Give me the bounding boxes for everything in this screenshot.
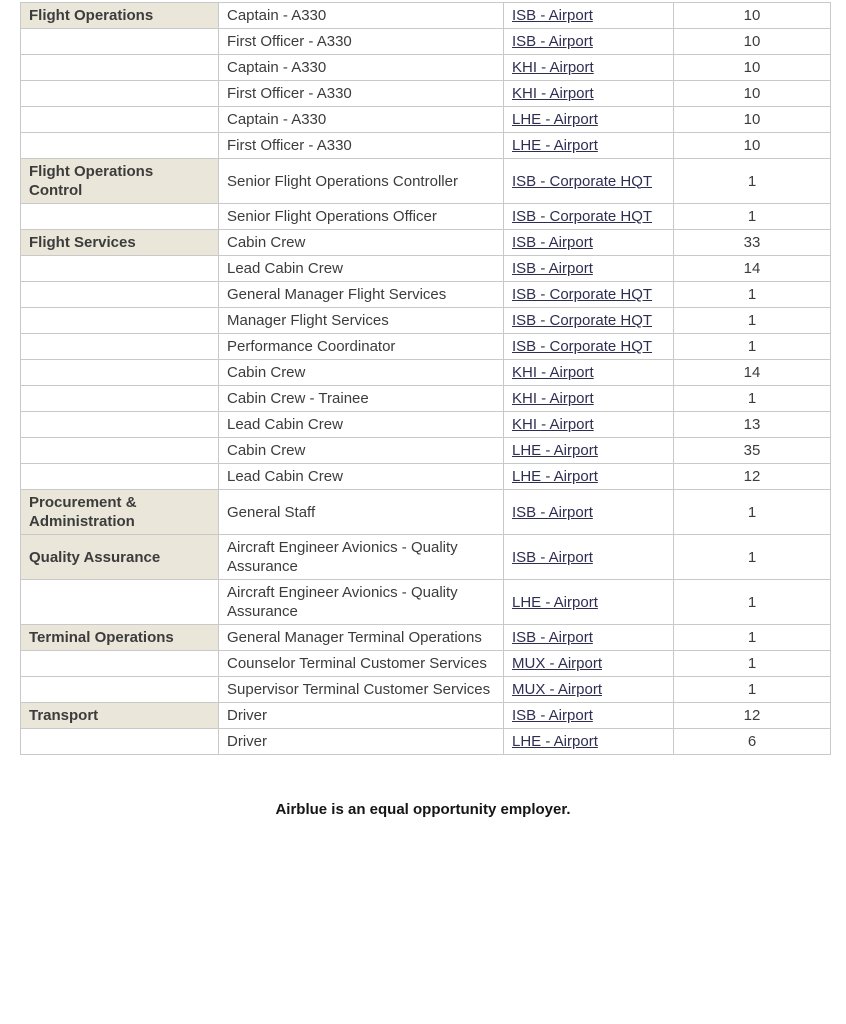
position-cell: Cabin Crew <box>219 230 504 256</box>
location-link[interactable]: LHE - Airport <box>512 733 598 750</box>
count-cell: 33 <box>674 230 831 256</box>
location-link[interactable]: ISB - Corporate HQT <box>512 286 653 303</box>
location-link[interactable]: ISB - Corporate HQT <box>512 312 653 329</box>
table-row <box>21 729 831 755</box>
department-cell: Flight Operations <box>21 3 219 29</box>
position-cell: Captain - A330 <box>219 3 504 29</box>
location-link[interactable]: ISB - Airport <box>512 503 593 521</box>
count-cell: 1 <box>674 651 831 677</box>
table-row <box>21 230 831 256</box>
location-link[interactable]: LHE - Airport <box>512 137 598 154</box>
position-cell: Senior Flight Operations Officer <box>219 204 504 230</box>
table-row <box>21 81 831 107</box>
location-link[interactable]: ISB - Airport <box>512 260 593 277</box>
table-row <box>21 360 831 386</box>
position-cell: General Manager Terminal Operations <box>219 625 504 651</box>
location-cell <box>504 625 674 651</box>
table-row <box>21 677 831 703</box>
position-cell: Manager Flight Services <box>219 308 504 334</box>
equal-opportunity-note: Airblue is an equal opportunity employer. <box>275 801 571 818</box>
table-row <box>21 3 831 29</box>
department-cell <box>21 464 219 490</box>
table-row <box>21 386 831 412</box>
position-cell: Performance Coordinator <box>219 334 504 360</box>
department-cell <box>21 256 219 282</box>
department-cell <box>21 438 219 464</box>
location-cell <box>504 703 674 729</box>
table-row <box>21 625 831 651</box>
location-link[interactable]: ISB - Airport <box>512 707 593 724</box>
count-cell: 10 <box>674 55 831 81</box>
position-cell: Aircraft Engineer Avionics - Quality Assurance <box>219 580 504 625</box>
table-row <box>21 438 831 464</box>
count-cell: 13 <box>674 412 831 438</box>
location-cell <box>504 29 674 55</box>
position-cell: Lead Cabin Crew <box>219 412 504 438</box>
department-cell: Terminal Operations <box>21 625 219 651</box>
location-cell <box>504 308 674 334</box>
count-cell: 1 <box>674 334 831 360</box>
location-link[interactable]: KHI - Airport <box>512 59 594 76</box>
location-cell <box>504 580 674 625</box>
department-cell: Transport <box>21 703 219 729</box>
location-cell <box>504 729 674 755</box>
location-cell <box>504 107 674 133</box>
count-cell: 1 <box>674 386 831 412</box>
location-cell <box>504 438 674 464</box>
location-link[interactable]: KHI - Airport <box>512 416 594 433</box>
table-row <box>21 55 831 81</box>
table-row <box>21 282 831 308</box>
position-cell: General Manager Flight Services <box>219 282 504 308</box>
position-cell: Supervisor Terminal Customer Services <box>219 677 504 703</box>
table-row <box>21 412 831 438</box>
table-row <box>21 133 831 159</box>
department-cell <box>21 334 219 360</box>
location-link[interactable]: LHE - Airport <box>512 442 598 459</box>
location-cell <box>504 159 674 204</box>
location-link[interactable]: ISB - Airport <box>512 234 593 251</box>
department-cell <box>21 55 219 81</box>
location-cell <box>504 360 674 386</box>
count-cell: 1 <box>674 625 831 651</box>
table-row <box>21 308 831 334</box>
department-cell <box>21 651 219 677</box>
position-cell: General Staff <box>219 490 504 535</box>
location-cell <box>504 81 674 107</box>
table-row <box>21 334 831 360</box>
position-cell: Senior Flight Operations Controller <box>219 159 504 204</box>
location-link[interactable]: LHE - Airport <box>512 111 598 128</box>
table-row <box>21 703 831 729</box>
count-cell: 14 <box>674 360 831 386</box>
location-cell <box>504 55 674 81</box>
count-cell: 1 <box>674 204 831 230</box>
position-cell: Captain - A330 <box>219 107 504 133</box>
location-link[interactable]: ISB - Airport <box>512 629 593 646</box>
count-cell: 12 <box>674 464 831 490</box>
location-cell <box>504 386 674 412</box>
position-cell: Cabin Crew <box>219 360 504 386</box>
location-link[interactable]: KHI - Airport <box>512 85 594 102</box>
location-cell <box>504 230 674 256</box>
count-cell: 35 <box>674 438 831 464</box>
position-cell: Driver <box>219 729 504 755</box>
table-row <box>21 204 831 230</box>
department-cell: Flight Services <box>21 230 219 256</box>
department-cell <box>21 81 219 107</box>
location-link[interactable]: KHI - Airport <box>512 390 594 407</box>
location-link[interactable]: KHI - Airport <box>512 364 594 381</box>
location-cell <box>504 535 674 580</box>
position-cell: Counselor Terminal Customer Services <box>219 651 504 677</box>
table-row <box>21 256 831 282</box>
location-link[interactable]: ISB - Airport <box>512 548 593 566</box>
department-cell <box>21 386 219 412</box>
table-row <box>21 490 831 535</box>
location-link[interactable]: ISB - Corporate HQT <box>512 208 653 225</box>
location-cell <box>504 334 674 360</box>
table-row <box>21 159 831 204</box>
location-link[interactable]: LHE - Airport <box>512 593 598 611</box>
department-cell: Quality Assurance <box>21 535 219 580</box>
location-link[interactable]: ISB - Corporate HQT <box>512 172 653 190</box>
table-row <box>21 651 831 677</box>
count-cell: 10 <box>674 133 831 159</box>
table-row <box>21 464 831 490</box>
count-cell: 1 <box>674 580 831 625</box>
count-cell: 14 <box>674 256 831 282</box>
count-cell: 1 <box>674 535 831 580</box>
count-cell: 10 <box>674 3 831 29</box>
department-cell <box>21 580 219 625</box>
count-cell: 1 <box>674 159 831 204</box>
department-cell <box>21 204 219 230</box>
location-cell <box>504 464 674 490</box>
department-cell: Procurement & Administration <box>21 490 219 535</box>
count-cell: 12 <box>674 703 831 729</box>
location-link[interactable]: MUX - Airport <box>512 681 603 698</box>
location-cell <box>504 133 674 159</box>
position-cell: First Officer - A330 <box>219 81 504 107</box>
location-link[interactable]: LHE - Airport <box>512 468 598 485</box>
count-cell: 1 <box>674 677 831 703</box>
table-row <box>21 580 831 625</box>
location-cell <box>504 677 674 703</box>
position-cell: Aircraft Engineer Avionics - Quality Assurance <box>219 535 504 580</box>
department-cell <box>21 729 219 755</box>
table-row <box>21 29 831 55</box>
position-cell: Lead Cabin Crew <box>219 464 504 490</box>
count-cell: 6 <box>674 729 831 755</box>
location-cell <box>504 282 674 308</box>
position-cell: Cabin Crew - Trainee <box>219 386 504 412</box>
count-cell: 1 <box>674 308 831 334</box>
location-cell <box>504 256 674 282</box>
table-row <box>21 107 831 133</box>
department-cell <box>21 107 219 133</box>
location-cell <box>504 204 674 230</box>
department-cell <box>21 308 219 334</box>
location-link[interactable]: ISB - Airport <box>512 33 593 50</box>
position-cell: Lead Cabin Crew <box>219 256 504 282</box>
position-cell: Driver <box>219 703 504 729</box>
job-openings-table-body <box>21 3 831 755</box>
count-cell: 10 <box>674 81 831 107</box>
job-openings-table <box>20 2 831 755</box>
position-cell: Captain - A330 <box>219 55 504 81</box>
location-cell <box>504 3 674 29</box>
job-openings-table-container <box>20 2 830 755</box>
location-cell <box>504 412 674 438</box>
location-link[interactable]: MUX - Airport <box>512 655 603 672</box>
department-cell: Flight Operations Control <box>21 159 219 204</box>
position-cell: First Officer - A330 <box>219 133 504 159</box>
department-cell <box>21 29 219 55</box>
position-cell: Cabin Crew <box>219 438 504 464</box>
department-cell <box>21 360 219 386</box>
count-cell: 1 <box>674 282 831 308</box>
count-cell: 10 <box>674 107 831 133</box>
position-cell: First Officer - A330 <box>219 29 504 55</box>
department-cell <box>21 412 219 438</box>
location-link[interactable]: ISB - Airport <box>512 7 593 24</box>
location-link[interactable]: ISB - Corporate HQT <box>512 338 653 355</box>
count-cell: 1 <box>674 490 831 535</box>
department-cell <box>21 282 219 308</box>
location-cell <box>504 490 674 535</box>
department-cell <box>21 677 219 703</box>
location-cell <box>504 651 674 677</box>
count-cell: 10 <box>674 29 831 55</box>
department-cell <box>21 133 219 159</box>
table-row <box>21 535 831 580</box>
